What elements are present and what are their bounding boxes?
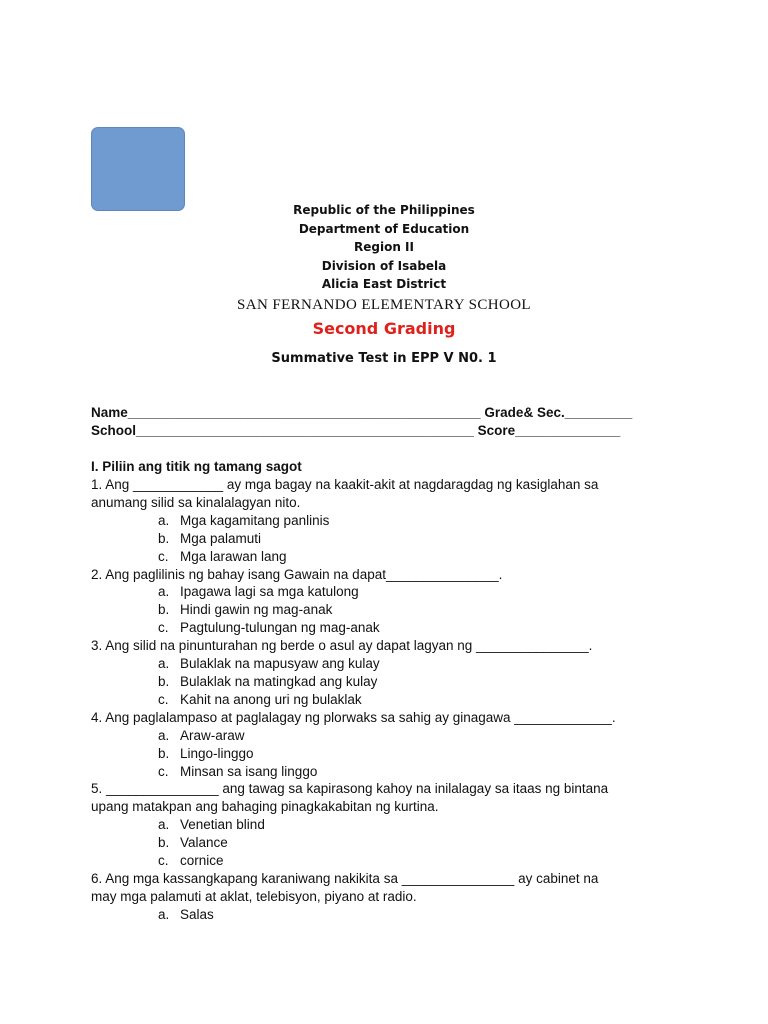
grading-period: Second Grading (312, 318, 456, 338)
choice-b (91, 834, 711, 852)
name-field: Name_______________________________________________ (91, 405, 481, 420)
choice-letter: a. (158, 584, 170, 600)
choice-letter: c. (158, 548, 169, 564)
choice-text: Bulaklak na mapusyaw ang kulay (180, 656, 380, 672)
grade-section-field: Grade& Sec._________ (484, 405, 633, 420)
student-info-fields (91, 404, 691, 440)
choice-text: Mga larawan lang (180, 548, 287, 564)
choice-c (91, 763, 711, 781)
question-text: 4. Ang paglalampaso at paglalagay ng plorwaks sa sahig ay ginagawa _____________. (91, 709, 616, 725)
choice-letter: a. (158, 727, 170, 743)
choice-a (91, 906, 711, 924)
choice-text: Mga kagamitang panlinis (180, 512, 330, 528)
choice-text: Valance (180, 835, 228, 851)
instruction-heading: I. Piliin ang titik ng tamang sagot (91, 459, 302, 474)
choice-letter: b. (158, 602, 170, 618)
header-line-republic: Republic of the Philippines (293, 203, 475, 217)
choice-text: Venetian blind (180, 817, 265, 833)
choice-letter: c. (158, 763, 169, 779)
header-line-division: Division of Isabela (321, 258, 447, 273)
question-text: 6. Ang mga kassangkapang karaniwang nakikita sa _______________ ay cabinet na (91, 870, 599, 886)
choice-a (91, 816, 711, 834)
choice-b (91, 530, 711, 548)
choice-letter: b. (158, 835, 170, 851)
score-field: Score______________ (477, 423, 621, 438)
question-text: 5. _______________ ang tawag sa kapirasong kahoy na inilalagay sa itaas ng bintana (91, 781, 609, 797)
choice-letter: b. (158, 530, 170, 546)
choice-letter: c. (158, 853, 169, 869)
choice-letter: c. (158, 691, 169, 707)
choice-c (91, 619, 711, 637)
choice-text: Minsan sa isang linggo (180, 763, 318, 779)
question-text: upang matakpan ang bahaging pinagkakabitan ng kurtina. (91, 799, 439, 815)
question-text: 3. Ang silid na pinunturahan ng berde o asul ay dapat lagyan ng _______________. (91, 638, 593, 654)
choice-letter: c. (158, 620, 169, 636)
choice-c (91, 852, 711, 870)
choice-text: Pagtulung-tulungan ng mag-anak (180, 620, 380, 636)
question-text: 2. Ang paglilinis ng bahay isang Gawain na dapat_______________. (91, 566, 503, 582)
choice-letter: b. (158, 745, 170, 761)
test-title: Summative Test in EPP V N0. 1 (271, 350, 497, 366)
choice-letter: a. (158, 906, 170, 922)
question-6 (91, 870, 711, 924)
choice-b (91, 601, 711, 619)
header-line-region: Region II (354, 240, 414, 255)
choice-letter: a. (158, 656, 170, 672)
choice-c (91, 691, 711, 709)
choice-a (91, 583, 711, 601)
document-header (0, 201, 768, 370)
choice-a (91, 655, 711, 673)
question-2 (91, 566, 711, 638)
choice-b (91, 673, 711, 691)
school-field: School_____________________________________________ (91, 423, 474, 438)
choice-text: Hindi gawin ng mag-anak (180, 602, 333, 618)
field-row-school-score (91, 422, 691, 440)
choice-text: Lingo-linggo (180, 745, 254, 761)
school-logo-placeholder (91, 127, 185, 211)
question-text: 1. Ang ____________ ay mga bagay na kaakit-akit at nagdaragdag ng kasiglahan sa (91, 477, 599, 492)
question-text: may mga palamuti at aklat, telebisyon, piyano at radio. (91, 888, 417, 904)
choice-text: Mga palamuti (180, 530, 262, 546)
question-1 (91, 476, 711, 566)
header-line-district: Alicia East District (321, 277, 447, 292)
question-5 (91, 780, 711, 870)
field-row-name-grade (91, 404, 691, 422)
quiz-section (91, 458, 711, 924)
question-text: anumang silid sa kinalalagyan nito. (91, 494, 301, 510)
question-4 (91, 709, 711, 781)
choice-text: Kahit na anong uri ng bulaklak (180, 691, 362, 707)
question-3 (91, 637, 711, 709)
choice-letter: a. (158, 512, 170, 528)
choice-c (91, 548, 711, 566)
choice-letter: b. (158, 673, 170, 689)
choice-a (91, 512, 711, 530)
choice-text: Araw-araw (180, 727, 245, 743)
choice-text: Salas (180, 906, 214, 922)
school-name: SAN FERNANDO ELEMENTARY SCHOOL (236, 296, 531, 313)
choice-text: Bulaklak na matingkad ang kulay (180, 673, 378, 689)
header-line-department: Department of Education (298, 221, 470, 236)
choice-letter: a. (158, 817, 170, 833)
choice-a (91, 727, 711, 745)
choice-b (91, 745, 711, 763)
choice-text: Ipagawa lagi sa mga katulong (180, 584, 359, 600)
choice-text: cornice (180, 853, 224, 869)
